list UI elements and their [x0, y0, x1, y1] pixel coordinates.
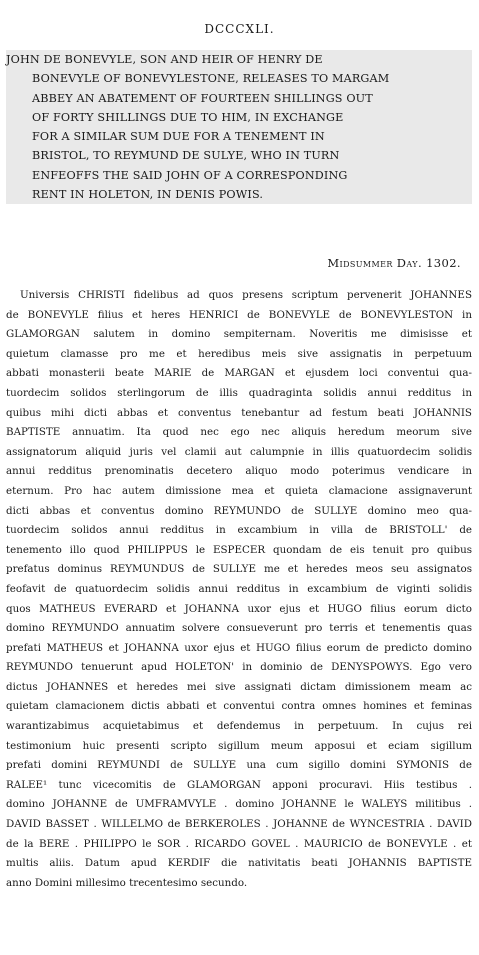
- body-line: tenemento illo quod PHILIPPUS le ESPECER quondam de eis tenuit pro quibus: [6, 543, 472, 556]
- body-line: quietum clamasse pro me et heredibus meis sive assignatis in perpetuum: [6, 347, 472, 360]
- body-line: warantizabimus acquietabimus et defendemus in perpetuum. In cujus rei: [6, 720, 472, 733]
- body-line: annui redditus prenominatis decetero aliquo modo poterimus vendicare in: [6, 465, 472, 478]
- body-line: quos MATHEUS EVERARD et JOHANNA uxor ejus et HUGO filius eorum dicto: [6, 602, 472, 615]
- charter-date: Midsummer Day. 1302.: [327, 256, 461, 270]
- body-line: anno Domini millesimo trecentesimo secundo.: [6, 876, 248, 889]
- heading-line: BONEVYLE OF BONEVYLESTONE, RELEASES TO MARGAM: [32, 72, 390, 86]
- body-line: dictus JOHANNES et heredes mei sive assignati dictam dimissionem meam ac: [6, 680, 472, 693]
- body-line: tuordecim solidos sterlingorum de illis quadraginta solidis annui redditus in: [6, 386, 472, 399]
- body-line: RALEE¹ tunc vicecomitis de GLAMORGAN apponi procuravi. Hiis testibus .: [6, 778, 472, 791]
- body-line: prefati domini REYMUNDI de SULLYE una cum sigillo domini SYMONIS de: [6, 759, 472, 772]
- heading-line: FOR A SIMILAR SUM DUE FOR A TENEMENT IN: [32, 130, 325, 144]
- body-line: tuordecim solidos annui redditus in excambium in villa de BRISTOLL' de: [6, 524, 472, 537]
- body-line: feofavit de quatuordecim solidis annui redditus in excambium de viginti solidis: [6, 582, 472, 595]
- body-line: domino REYMUNDO annuatim solvere consueverunt pro terris et tenementis quas: [6, 622, 472, 635]
- heading-line: BRISTOL, TO REYMUND DE SULYE, WHO IN TURN: [32, 149, 340, 163]
- heading-line: ENFEOFFS THE SAID JOHN OF A CORRESPONDING: [32, 168, 348, 182]
- heading-line: OF FORTY SHILLINGS DUE TO HIM, IN EXCHANGE: [32, 110, 344, 124]
- charter-heading: [6, 50, 472, 204]
- body-line: dicti abbas et conventus domino REYMUNDO de SULLYE domino meo qua-: [6, 504, 472, 517]
- body-line: quibus mihi dicti abbas et conventus tenebantur ad festum beati JOHANNIS: [6, 406, 472, 419]
- body-line: abbati monasterii beate MARIE de MARGAN et ejusdem loci conventui qua-: [6, 367, 472, 380]
- body-line: domino JOHANNE de UMFRAMVYLE . domino JOHANNE le WALEYS militibus .: [6, 798, 472, 811]
- body-line: BAPTISTE annuatim. Ita quod nec ego nec aliquis heredum meorum sive: [6, 426, 472, 439]
- body-line: de la BERE . PHILIPPO le SOR . RICARDO GOVEL . MAURICIO de BONEVYLE . et: [6, 837, 472, 850]
- body-line: multis aliis. Datum apud KERDIF die nativitatis beati JOHANNIS BAPTISTE: [6, 857, 472, 870]
- body-line: prefatus dominus REYMUNDUS de SULLYE me et heredes meos seu assignatos: [6, 563, 472, 576]
- heading-line: JOHN DE BONEVYLE, SON AND HEIR OF HENRY DE: [6, 53, 323, 66]
- body-line: GLAMORGAN salutem in domino sempiternam. Noveritis me dimisisse et: [6, 328, 472, 341]
- body-line: prefati MATHEUS et JOHANNA uxor ejus et HUGO filius eorum de predicto domino: [6, 641, 472, 654]
- charter-number: DCCCXLI.: [204, 22, 275, 36]
- body-line: eternum. Pro hac autem dimissione mea et quieta clamacione assignaverunt: [6, 484, 472, 497]
- body-line: Universis CHRISTI fidelibus ad quos presens scriptum pervenerit JOHANNES: [20, 289, 472, 301]
- body-line: quietam clamacionem dictis abbati et conventui contra omnes homines et feminas: [6, 700, 472, 713]
- body-line: DAVID BASSET . WILLELMO de BERKEROLES . JOHANNE de WYNCESTRIA . DAVID: [6, 818, 472, 831]
- body-line: assignatorum aliquid juris vel clamii aut calumpnie in illis quatuordecim solidis: [6, 445, 472, 458]
- heading-line: ABBEY AN ABATEMENT OF FOURTEEN SHILLINGS OUT: [32, 91, 373, 105]
- body-line: de BONEVYLE filius et heres HENRICI de BONEVYLE de BONEVYLESTON in: [6, 308, 472, 321]
- charter-body: [6, 286, 472, 893]
- body-line: REYMUNDO tenuerunt apud HOLETON' in dominio de DENYSPOWYS. Ego vero: [6, 661, 472, 674]
- heading-line: RENT IN HOLETON, IN DENIS POWIS.: [32, 188, 264, 202]
- body-line: testimonium huic presenti scripto sigillum meum apposui et eciam sigillum: [6, 739, 472, 752]
